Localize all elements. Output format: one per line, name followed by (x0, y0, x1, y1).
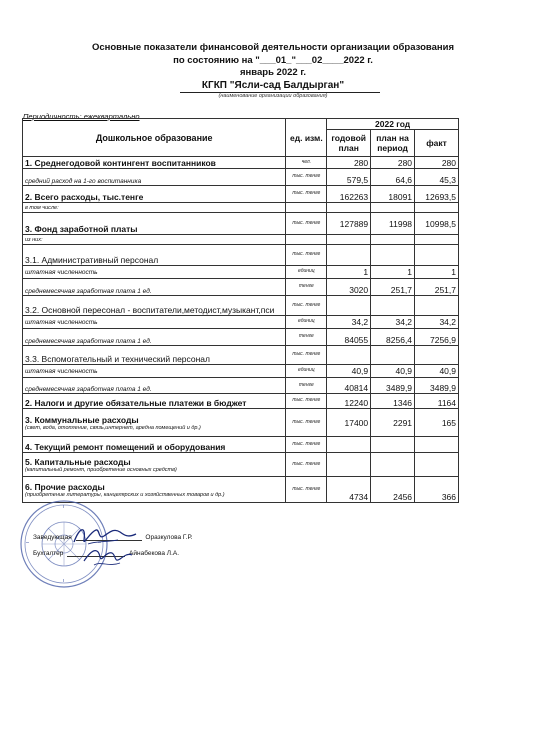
cell-annual: 3020 (327, 279, 371, 296)
table-row (23, 157, 459, 169)
row-label (23, 453, 286, 477)
cell-annual: 40,9 (327, 365, 371, 378)
accountant-name: Айнабекова Л.А. (129, 550, 180, 557)
cell-period: 64,6 (371, 169, 415, 186)
row-unit: тыс. тенге (286, 453, 327, 477)
organization-caption: (наименование организации образования) (218, 93, 328, 99)
cell-annual: 17400 (327, 409, 371, 437)
row-unit: единиц (286, 316, 327, 329)
table-row (23, 437, 459, 453)
table-row (23, 453, 459, 477)
cell-fact: 1 (415, 266, 459, 279)
row-unit: чел. (286, 157, 327, 169)
cell-fact: 40,9 (415, 365, 459, 378)
periodicity: Периодичность: ежеквартально (23, 112, 140, 121)
cell-period: 8256,4 (371, 329, 415, 346)
row-label: 3.1. Административный персонал (23, 245, 286, 266)
row-label-sub: (приобретение литературы, канцелярских и хозяйственных товаров и др.) (25, 491, 225, 498)
row-label: из них: (23, 235, 286, 245)
document-header (0, 42, 546, 92)
row-unit: тыс. тенге (286, 186, 327, 203)
row-unit: единиц (286, 365, 327, 378)
cell-period: 18091 (371, 186, 415, 203)
row-label: в том числе: (23, 203, 286, 213)
row-label: штатная численность (23, 316, 286, 329)
cell-fact: 45,3 (415, 169, 459, 186)
cell-fact: 7256,9 (415, 329, 459, 346)
table-row (23, 169, 459, 186)
row-label (23, 409, 286, 437)
table-row (23, 186, 459, 203)
cell-annual (327, 296, 371, 316)
row-unit: тыс. тенге (286, 213, 327, 235)
cell-period: 1 (371, 266, 415, 279)
row-unit (286, 203, 327, 213)
cell-period (371, 437, 415, 453)
column-header-year: 2022 год (327, 119, 459, 130)
cell-fact (415, 245, 459, 266)
column-header-name: Дошкольное образование (23, 119, 286, 157)
cell-annual: 162263 (327, 186, 371, 203)
cell-annual: 1 (327, 266, 371, 279)
table-row (23, 409, 459, 437)
cell-fact (415, 203, 459, 213)
cell-annual (327, 245, 371, 266)
table-row (23, 245, 459, 266)
row-unit: тыс. тенге (286, 437, 327, 453)
row-label: штатная численность (23, 266, 286, 279)
cell-annual (327, 437, 371, 453)
row-unit: тыс. тенге (286, 409, 327, 437)
row-label: среднемесячная заработная плата 1 ед. (23, 329, 286, 346)
cell-period (371, 203, 415, 213)
row-unit: тенге (286, 329, 327, 346)
row-unit: тыс. тенге (286, 477, 327, 503)
cell-fact (415, 453, 459, 477)
cell-annual: 280 (327, 157, 371, 169)
cell-annual (327, 453, 371, 477)
cell-annual: 127889 (327, 213, 371, 235)
cell-fact: 251,7 (415, 279, 459, 296)
cell-annual (327, 346, 371, 365)
financial-table (22, 118, 459, 503)
row-label: средний расход на 1-го воспитанника (23, 169, 286, 186)
row-label-main: 3. Коммунальные расходы (25, 414, 139, 425)
cell-annual: 579,5 (327, 169, 371, 186)
cell-period: 1346 (371, 394, 415, 409)
cell-fact (415, 437, 459, 453)
row-label: 3.3. Вспомогательный и технический персонал (23, 346, 286, 365)
cell-fact: 165 (415, 409, 459, 437)
cell-annual: 40814 (327, 378, 371, 394)
cell-period (371, 245, 415, 266)
cell-period: 11998 (371, 213, 415, 235)
table-row (23, 365, 459, 378)
table-row (23, 316, 459, 329)
table-row (23, 329, 459, 346)
accountant-signature-icon (80, 543, 135, 569)
table-row (23, 394, 459, 409)
row-label: 4. Текущий ремонт помещений и оборудования (23, 437, 286, 453)
cell-fact (415, 235, 459, 245)
cell-period: 251,7 (371, 279, 415, 296)
cell-period (371, 346, 415, 365)
report-title: Основные показатели финансовой деятельности организации образования (91, 42, 455, 53)
table-row (23, 378, 459, 394)
report-month: январь 2022 г. (240, 67, 306, 78)
cell-period: 2291 (371, 409, 415, 437)
row-unit: единиц (286, 266, 327, 279)
cell-period (371, 235, 415, 245)
cell-fact: 34,2 (415, 316, 459, 329)
cell-period: 34,2 (371, 316, 415, 329)
row-unit: тенге (286, 378, 327, 394)
column-header-fact: факт (415, 130, 459, 157)
row-label-sub: (капитальный ремонт, приобретение основных средств) (25, 466, 177, 473)
cell-fact (415, 346, 459, 365)
cell-fact: 1164 (415, 394, 459, 409)
table-body (23, 157, 459, 503)
cell-fact (415, 296, 459, 316)
cell-period: 280 (371, 157, 415, 169)
row-label: штатная численность (23, 365, 286, 378)
row-label: 1. Среднегодовой контингент воспитанников (23, 157, 286, 169)
accountant-role: Бухгалтер (33, 550, 64, 557)
cell-annual: 34,2 (327, 316, 371, 329)
cell-fact: 3489,9 (415, 378, 459, 394)
row-label-main: 5. Капитальные расходы (25, 456, 131, 467)
row-label: 3.2. Основной пересонал - воспитатели,методист,музыкант,пси (23, 296, 286, 316)
cell-fact: 12693,5 (415, 186, 459, 203)
row-unit: тенге (286, 279, 327, 296)
row-unit (286, 235, 327, 245)
head-role: Заведующая (33, 534, 72, 541)
column-header-period: план на период (371, 130, 415, 157)
table-row (23, 296, 459, 316)
row-label: среднемесячная заработная плата 1 ед. (23, 378, 286, 394)
cell-annual (327, 235, 371, 245)
cell-period: 40,9 (371, 365, 415, 378)
row-label: 3. Фонд заработной платы (23, 213, 286, 235)
table-row (23, 203, 459, 213)
head-name: Оразкулова Г.Р. (145, 534, 193, 541)
table-row (23, 266, 459, 279)
cell-fact: 366 (415, 477, 459, 503)
cell-annual: 84055 (327, 329, 371, 346)
row-label-sub: (свет, вода, отопление, связь,интернет, аредна помещений и др.) (25, 424, 201, 431)
row-label: среднемесячная заработная плата 1 ед. (23, 279, 286, 296)
cell-period (371, 296, 415, 316)
column-header-unit: ед. изм. (286, 119, 327, 157)
column-header-annual: годовой план (327, 130, 371, 157)
row-unit: тыс. тенге (286, 169, 327, 186)
row-label: 2. Всего расходы, тыс.тенге (23, 186, 286, 203)
row-unit: тыс. тенге (286, 346, 327, 365)
table-row (23, 279, 459, 296)
row-unit: тыс. тенге (286, 245, 327, 266)
cell-annual (327, 203, 371, 213)
cell-period (371, 453, 415, 477)
table-row (23, 346, 459, 365)
cell-annual: 12240 (327, 394, 371, 409)
row-unit: тыс. тенге (286, 394, 327, 409)
table-row (23, 235, 459, 245)
cell-annual: 4734 (327, 477, 371, 503)
cell-period: 3489,9 (371, 378, 415, 394)
row-unit: тыс. тенге (286, 296, 327, 316)
table-row (23, 213, 459, 235)
cell-period: 2456 (371, 477, 415, 503)
cell-fact: 280 (415, 157, 459, 169)
row-label-main: 6. Прочие расходы (25, 481, 105, 492)
row-label: 2. Налоги и другие обязательные платежи в бюджет (23, 394, 286, 409)
report-date: по состоянию на "___01_"___02____2022 г. (173, 54, 373, 66)
cell-fact: 10998,5 (415, 213, 459, 235)
organization-name: КГКП "Ясли-сад Балдырган" (201, 79, 345, 91)
